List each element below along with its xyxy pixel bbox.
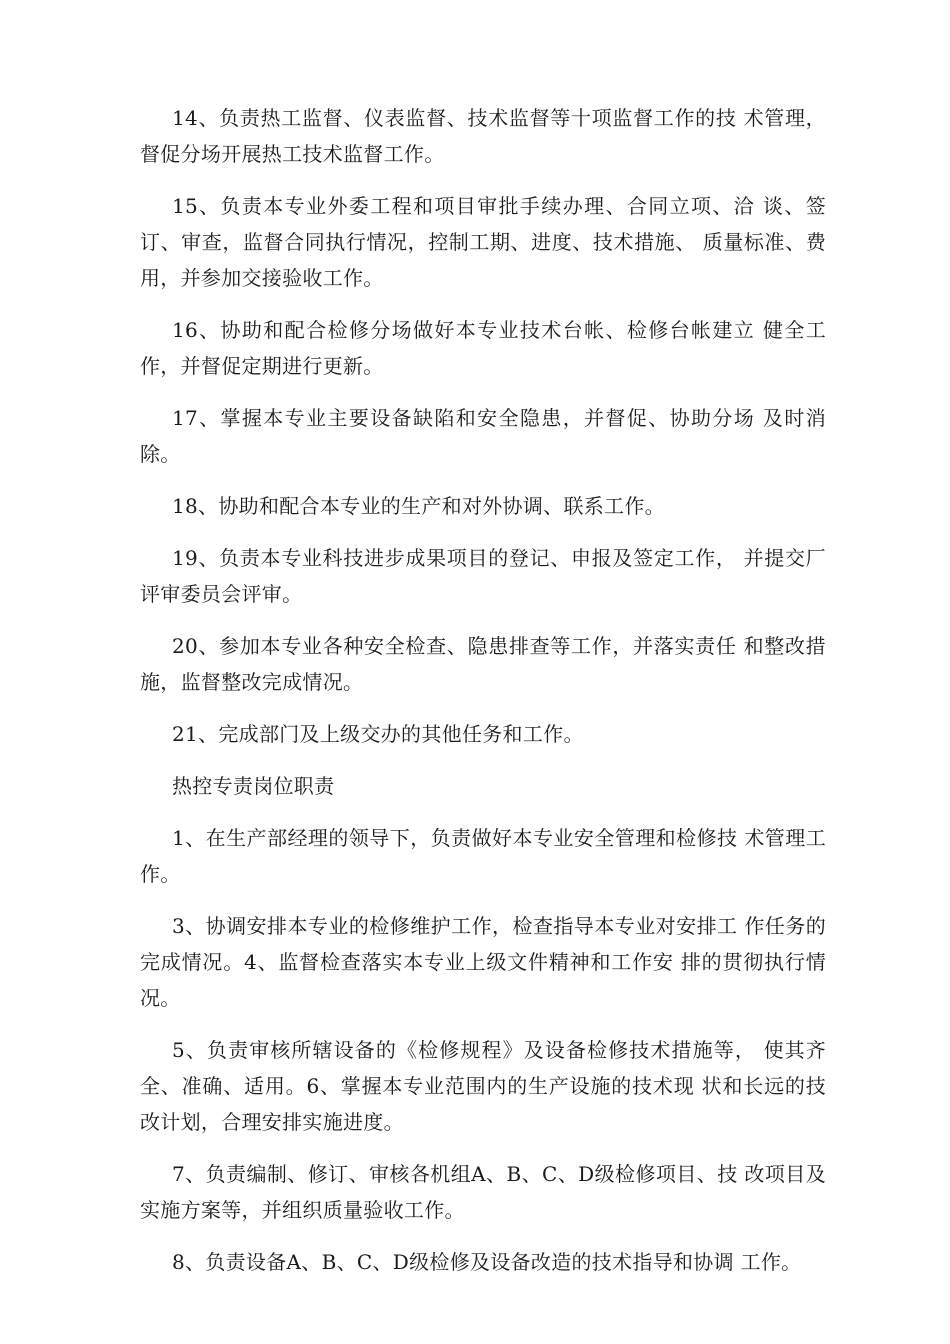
document-page xyxy=(140,100,826,1296)
paragraph-16: 16、协助和配合检修分场做好本专业技术台帐、检修台帐建立 健全工作，并督促定期进行更新。 xyxy=(140,318,826,378)
paragraph-14: 14、负责热工监督、仪表监督、技术监督等十项监督工作的技 术管理，督促分场开展热工技术监督工作。 xyxy=(140,106,826,166)
paragraph-21: 21、完成部门及上级交办的其他任务和工作。 xyxy=(172,722,584,746)
section-heading: 热控专责岗位职责 xyxy=(172,774,335,798)
paragraph-17: 17、掌握本专业主要设备缺陷和安全隐患，并督促、协助分场 及时消除。 xyxy=(140,406,826,466)
paragraph-15: 15、负责本专业外委工程和项目审批手续办理、合同立项、洽 谈、签订、审查，监督合同执行情况，控制工期、进度、技术措施、 质量标准、费用，并参加交接验收工作。 xyxy=(140,194,826,290)
paragraph-20: 20、参加本专业各种安全检查、隐患排查等工作，并落实责任 和整改措施，监督整改完成情况。 xyxy=(140,634,826,694)
paragraph-3-4: 3、协调安排本专业的检修维护工作，检查指导本专业对安排工 作任务的完成情况。4、监督检查落实本专业上级文件精神和工作安 排的贯彻执行情况。 xyxy=(140,914,826,1010)
paragraph-19: 19、负责本专业科技进步成果项目的登记、申报及签定工作， 并提交厂评审委员会评审。 xyxy=(140,546,826,606)
paragraph-18: 18、协助和配合本专业的生产和对外协调、联系工作。 xyxy=(172,494,665,518)
paragraph-5-6: 5、负责审核所辖设备的《检修规程》及设备检修技术措施等， 使其齐全、准确、适用。6、掌握本专业范围内的生产设施的技术现 状和长远的技改计划，合理安排实施进度。 xyxy=(140,1038,826,1134)
paragraph-7: 7、负责编制、修订、审核各机组A、B、C、D级检修项目、技 改项目及实施方案等，并组织质量验收工作。 xyxy=(140,1162,826,1222)
paragraph-1: 1、在生产部经理的领导下，负责做好本专业安全管理和检修技 术管理工作。 xyxy=(140,826,826,886)
paragraph-8: 8、负责设备A、B、C、D级检修及设备改造的技术指导和协调 工作。 xyxy=(172,1250,802,1274)
